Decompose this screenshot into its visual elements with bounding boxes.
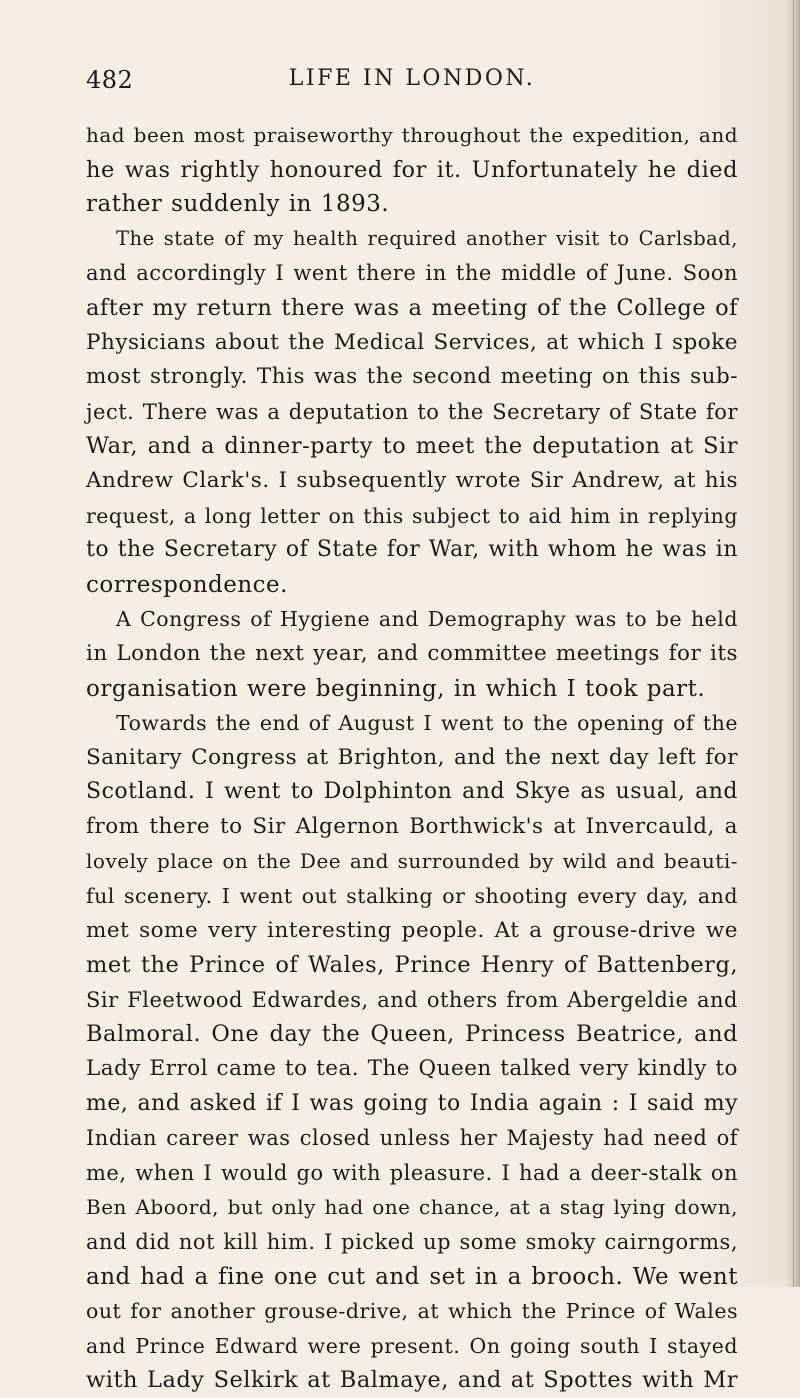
text-line: met some very interesting people. At a grouse-drive we <box>86 917 738 943</box>
text-line: with Lady Selkirk at Balmaye, and at Spottes with Mr <box>86 1367 738 1394</box>
text-line: me, when I would go with pleasure. I had a deer-stalk on <box>86 1160 738 1185</box>
text-line: out for another grouse-drive, at which the Prince of Wales <box>86 1299 738 1324</box>
body-text <box>86 118 738 1398</box>
text-line: Sanitary Congress at Brighton, and the next day left for <box>86 744 738 770</box>
running-title: LIFE IN LONDON. <box>288 66 536 91</box>
text-line: organisation were beginning, in which I took part. <box>86 675 706 702</box>
text-line: and did not kill him. I picked up some smoky cairngorms, <box>86 1230 738 1254</box>
text-line: and had a fine one cut and set in a brooch. We went <box>86 1263 738 1290</box>
text-line: rather suddenly in 1893. <box>86 191 390 218</box>
text-line: correspondence. <box>86 571 288 598</box>
text-line: Scotland. I went to Dolphinton and Skye as usual, and <box>86 779 738 805</box>
text-line: Sir Fleetwood Edwardes, and others from Abergeldie and <box>86 987 738 1012</box>
text-line: to the Secretary of State for War, with whom he was in <box>86 537 738 563</box>
text-line: and accordingly I went there in the middle of June. Soon <box>86 261 738 286</box>
text-line: and Prince Edward were present. On going south I stayed <box>86 1333 738 1358</box>
page-number: 482 <box>86 66 134 94</box>
text-line: Physicians about the Medical Services, at which I spoke <box>86 329 738 355</box>
page-header <box>86 66 738 100</box>
text-line: ful scenery. I went out stalking or shooting every day, and <box>86 884 738 909</box>
text-line: Ben Aboord, but only had one chance, at a stag lying down, <box>86 1195 738 1220</box>
text-line: The state of my health required another visit to Carlsbad, <box>116 226 738 250</box>
text-line: A Congress of Hygiene and Demography was to be held <box>116 607 738 632</box>
text-line: he was rightly honoured for it. Unfortunately he died <box>86 156 738 183</box>
page-edge-line <box>793 0 794 1287</box>
text-line: War, and a dinner-party to meet the deputation at Sir <box>86 433 738 460</box>
text-line: Lady Errol came to tea. The Queen talked very kindly to <box>86 1056 738 1082</box>
text-line: Indian career was closed unless her Majesty had need of <box>86 1126 738 1151</box>
text-line: ject. There was a deputation to the Secretary of State for <box>86 399 738 424</box>
text-line: in London the next year, and committee meetings for its <box>86 640 738 666</box>
text-line: Andrew Clark's. I subsequently wrote Sir Andrew, at his <box>86 467 738 493</box>
text-line: from there to Sir Algernon Borthwick's at Invercauld, a <box>86 813 738 839</box>
text-line: after my return there was a meeting of the College of <box>86 294 738 321</box>
text-line: met the Prince of Wales, Prince Henry of Battenberg, <box>86 952 738 979</box>
text-line: lovely place on the Dee and surrounded by wild and beauti- <box>86 849 738 874</box>
text-line: request, a long letter on this subject to aid him in replying <box>86 503 738 528</box>
page-edge-shadow <box>786 0 800 1287</box>
text-line: had been most praiseworthy throughout the expedition, and <box>86 123 738 147</box>
text-line: most strongly. This was the second meeting on this sub- <box>86 364 738 390</box>
text-line: Balmoral. One day the Queen, Princess Beatrice, and <box>86 1021 738 1048</box>
text-line: Towards the end of August I went to the opening of the <box>116 711 738 736</box>
text-line: me, and asked if I was going to India again : I said my <box>86 1090 738 1116</box>
